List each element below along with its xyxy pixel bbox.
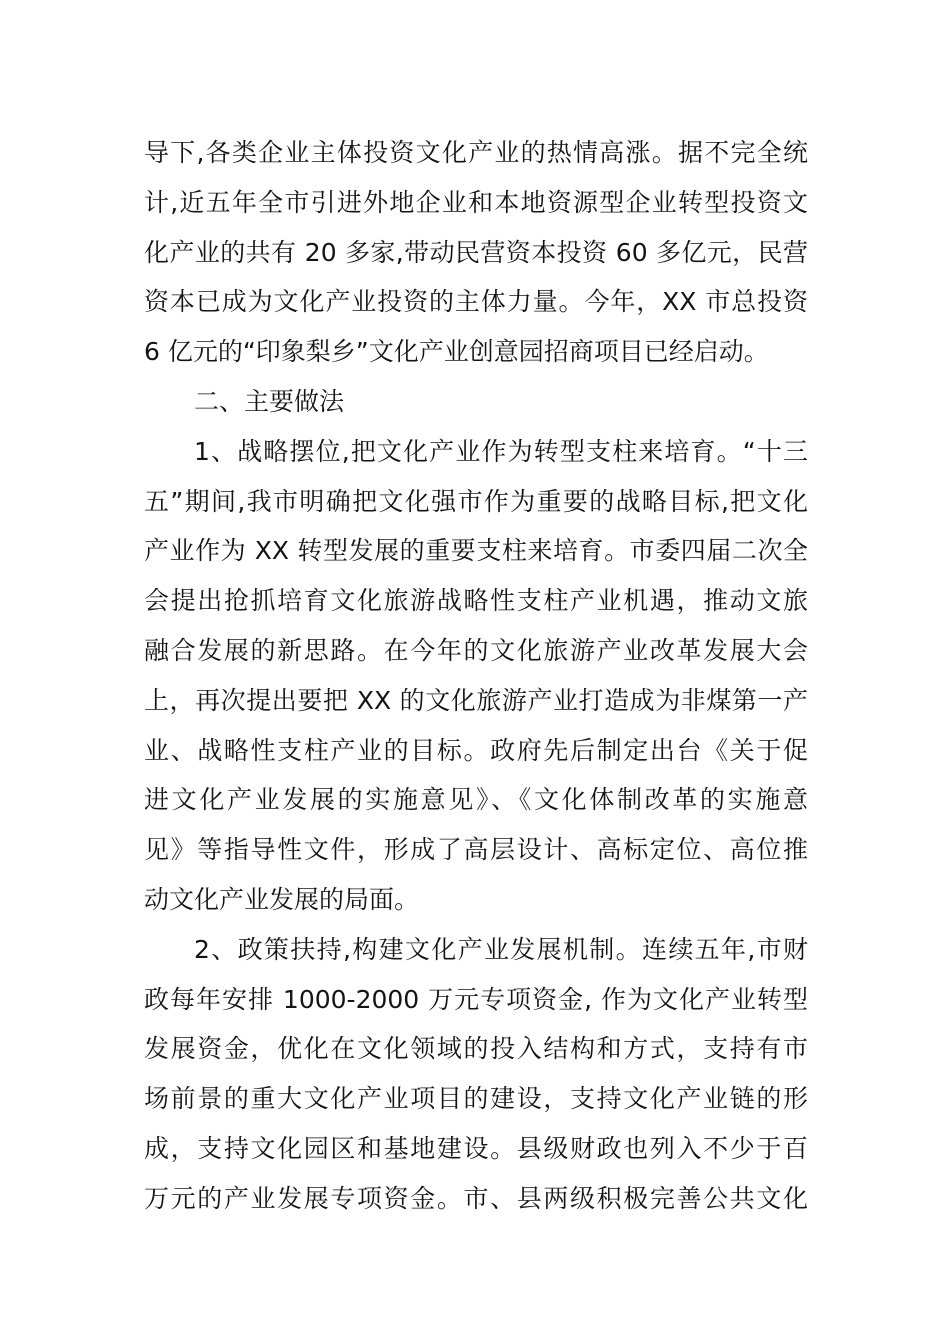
text-line: 万元的产业发展专项资金。市、县两级积极完善公共文化 (144, 1183, 808, 1213)
text-line: 1、战略摆位,把文化产业作为转型支柱来培育。“十三 (194, 436, 808, 466)
text-line: 上，再次提出要把 XX 的文化旅游产业打造成为非煤第一产 (144, 685, 808, 715)
text-line: 进文化产业发展的实施意见》、《文化体制改革的实施意 (144, 785, 808, 815)
text-line: 产业作为 XX 转型发展的重要支柱来培育。市委四届二次全 (144, 536, 808, 566)
text-line: 化产业的共有 20 多家,带动民营资本投资 60 多亿元，民营 (144, 237, 808, 267)
text-line: 6 亿元的“印象梨乡”文化产业创意园招商项目已经启动。 (144, 337, 769, 367)
section-heading: 二、主要做法 (194, 386, 345, 416)
text-line: 2、政策扶持,构建文化产业发展机制。连续五年,市财 (194, 934, 808, 964)
text-line: 成，支持文化园区和基地建设。县级财政也列入不少于百 (144, 1133, 808, 1163)
document-body (144, 128, 808, 1224)
text-line: 计,近五年全市引进外地企业和本地资源型企业转型投资文 (144, 187, 808, 217)
text-line: 融合发展的新思路。在今年的文化旅游产业改革发展大会 (144, 635, 808, 665)
text-line: 动文化产业发展的局面。 (144, 884, 420, 914)
text-line: 五”期间,我市明确把文化强市作为重要的战略目标,把文化 (144, 486, 808, 516)
text-line: 资本已成为文化产业投资的主体力量。今年，XX 市总投资 (144, 287, 808, 317)
text-line: 会提出抢抓培育文化旅游战略性支柱产业机遇，推动文旅 (144, 586, 808, 616)
text-line: 业、战略性支柱产业的目标。政府先后制定出台《关于促 (144, 735, 808, 765)
text-line: 政每年安排 1000-2000 万元专项资金, 作为文化产业转型 (144, 984, 808, 1014)
text-line: 见》等指导性文件，形成了高层设计、高标定位、高位推 (144, 835, 808, 865)
text-line: 发展资金，优化在文化领域的投入结构和方式，支持有市 (144, 1034, 808, 1064)
text-line: 导下,各类企业主体投资文化产业的热情高涨。据不完全统 (144, 138, 808, 167)
text-line: 场前景的重大文化产业项目的建设，支持文化产业链的形 (144, 1084, 808, 1114)
